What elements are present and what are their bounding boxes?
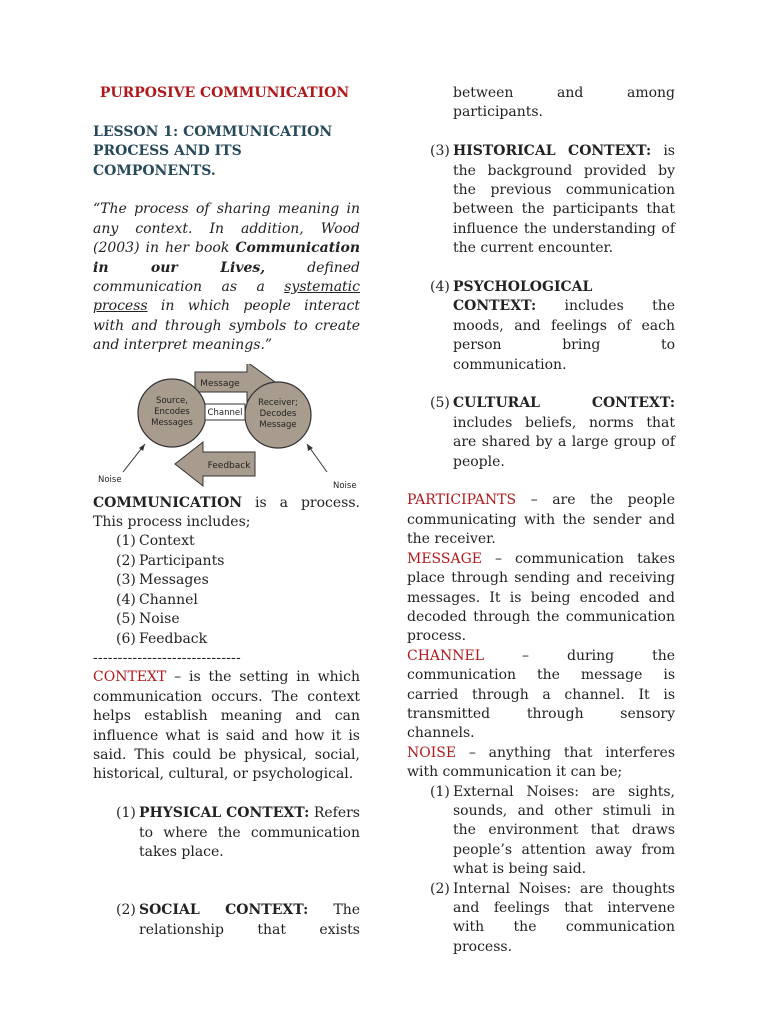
list-item: (2) Participants: [116, 552, 225, 569]
document-title: PURPOSIVE COMMUNICATION: [99, 85, 350, 101]
channel-definition: CHANNEL – during the communication the message is carried through a channel. It is transmitted through sensory channels.: [407, 647, 675, 742]
noise-definition: NOISE – anything that interferes with communication it can be;: [407, 744, 675, 781]
internal-noises-item: (2) Internal Noises: are thoughts and feelings that intervene with the communication process.: [430, 880, 675, 955]
diagram-receiver-line1: Receiver;: [258, 397, 298, 408]
diagram-receiver-line3: Message: [259, 419, 297, 430]
communication-process-diagram: [95, 364, 360, 494]
list-item: (4) Channel: [116, 591, 198, 608]
context-definition: CONTEXT – is the setting in which communication occurs. The context helps establish meaning and can influence what is said and how it is said. This could be physical, social, historical, cultural, or psychological.: [93, 669, 360, 783]
diagram-receiver-line2: Decodes: [259, 408, 297, 419]
historical-context-item: (3) HISTORICAL CONTEXT: is the background provided by the previous communication between the participants that influence the understanding of the current encounter.: [430, 143, 675, 257]
underlined-term: systematic process: [93, 279, 360, 315]
communication-intro: COMMUNICATION is a process. This process includes;: [93, 494, 360, 531]
psychological-context-term: PSYCHOLOGICAL CONTEXT:: [453, 279, 593, 315]
diagram-feedback-label: Feedback: [207, 460, 251, 471]
list-item: (3) Messages: [116, 572, 209, 589]
cultural-context-term: CULTURAL CONTEXT:: [453, 395, 675, 412]
historical-context-term: HISTORICAL CONTEXT:: [453, 143, 652, 160]
diagram-noise-right: Noise: [333, 480, 357, 491]
social-context-item: (2) SOCIAL CONTEXT: The relationship that exists: [116, 902, 360, 938]
participants-term: PARTICIPANTS: [407, 492, 517, 509]
diagram-source-line1: Source,: [156, 395, 188, 406]
channel-term: CHANNEL: [407, 647, 485, 664]
left-column: [93, 84, 360, 940]
physical-context-term: PHYSICAL CONTEXT:: [139, 805, 310, 822]
right-column: [407, 84, 675, 957]
diagram-source-line3: Messages: [151, 417, 193, 428]
social-context-term: SOCIAL CONTEXT:: [139, 902, 309, 919]
intro-term: COMMUNICATION: [93, 494, 243, 511]
physical-context-item: (1) PHYSICAL CONTEXT: Refers to where the communication takes place.: [116, 805, 360, 860]
diagram-channel-label: Channel: [207, 407, 243, 418]
definition-quote: “The process of sharing meaning in any context. In addition, Wood (2003) in her book Communication in our Lives, defined communication as a systematic process in which people interact with and through symbols to create and interpret meanings.”: [93, 201, 360, 354]
diagram-message-label: Message: [200, 378, 240, 389]
noise-term: NOISE: [407, 744, 457, 761]
context-term: CONTEXT: [93, 669, 167, 686]
list-item: (5) Noise: [116, 611, 180, 628]
lesson-heading-line1: LESSON 1: COMMUNICATION: [93, 123, 333, 140]
book-title: Communication in our Lives,: [93, 240, 360, 276]
cultural-context-item: (5) CULTURAL CONTEXT: includes beliefs, norms that are shared by a large group of people.: [430, 395, 675, 470]
social-context-continued: between and among participants.: [453, 85, 675, 121]
external-noises-item: (1) External Noises: are sights, sounds, and other stimuli in the environment that draws people’s attention away from what is being said.: [430, 783, 675, 878]
diagram-source-line2: Encodes: [154, 406, 190, 417]
message-definition: MESSAGE – communication takes place through sending and receiving messages. It is being encoded and decoded through the communication process.: [407, 550, 675, 645]
diagram-noise-left: Noise: [98, 474, 122, 485]
components-list: [93, 532, 360, 648]
lesson-heading-line2: PROCESS AND ITS COMPONENTS.: [93, 143, 242, 179]
participants-definition: PARTICIPANTS – are the people communicating with the sender and the receiver.: [407, 492, 675, 548]
message-term: MESSAGE: [407, 550, 483, 567]
list-item: (6) Feedback: [116, 630, 208, 647]
divider: ------------------------------: [93, 649, 241, 666]
psychological-context-item: (4) PSYCHOLOGICAL CONTEXT: includes the moods, and feelings of each person bring to communication.: [430, 279, 675, 373]
list-item: (1) Context: [116, 533, 195, 550]
